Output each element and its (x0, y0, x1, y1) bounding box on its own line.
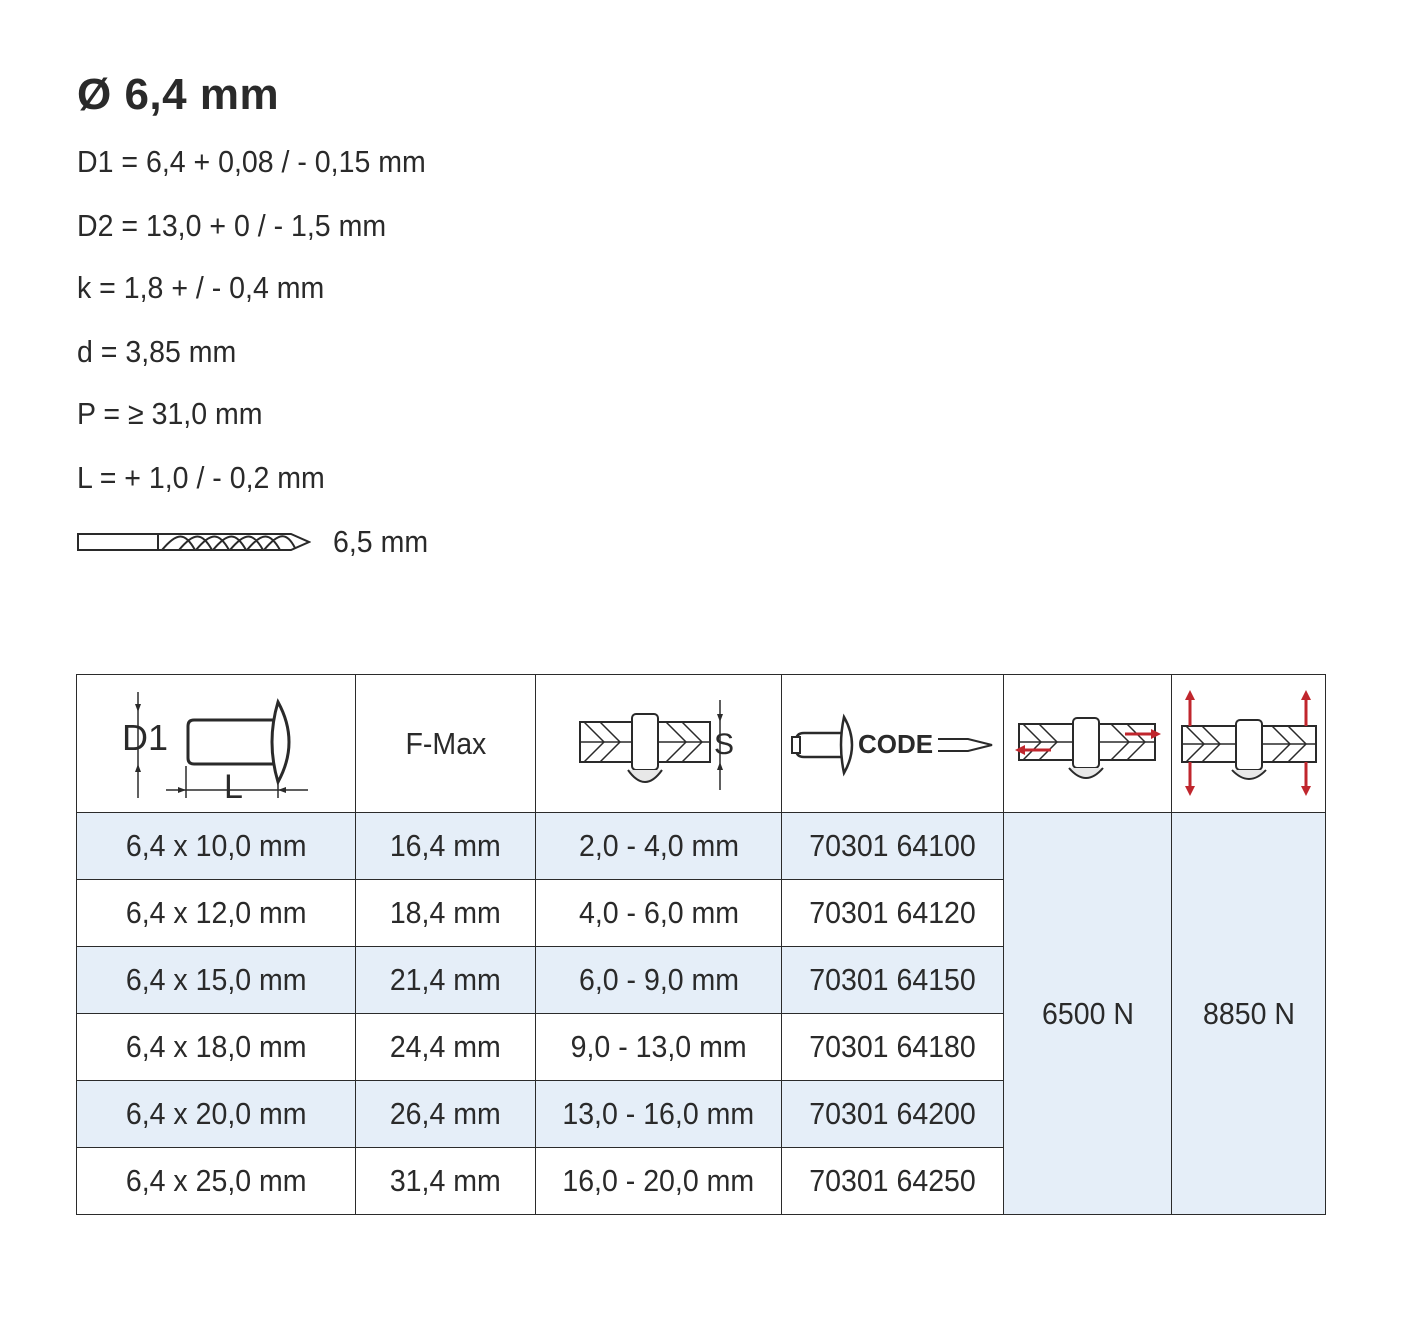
cell-grip: 2,0 - 4,0 mm (536, 813, 782, 880)
cell-size: 6,4 x 10,0 mm (77, 813, 356, 880)
cell-code: 70301 64180 (782, 1014, 1004, 1081)
cell-fmax: 26,4 mm (356, 1081, 536, 1148)
cell-size: 6,4 x 15,0 mm (77, 947, 356, 1014)
drill-size-value: 6,5 mm (333, 524, 429, 559)
cell-shear-strength: 6500 N (1004, 813, 1172, 1215)
cell-fmax: 24,4 mm (356, 1014, 536, 1081)
header-fmax: F-Max (356, 675, 536, 813)
cell-grip: 6,0 - 9,0 mm (536, 947, 782, 1014)
rivet-dimension-icon (116, 686, 316, 801)
cell-fmax: 21,4 mm (356, 947, 536, 1014)
table-row (77, 813, 1326, 880)
rivet-label-d1: D1 (122, 717, 169, 758)
cell-grip: 4,0 - 6,0 mm (536, 880, 782, 947)
cell-grip: 16,0 - 20,0 mm (536, 1148, 782, 1215)
cell-fmax: 16,4 mm (356, 813, 536, 880)
cell-code: 70301 64250 (782, 1148, 1004, 1215)
rivet-spec-table (76, 674, 1326, 1215)
cell-code: 70301 64150 (782, 947, 1004, 1014)
spec-d2: D2 = 13,0 + 0 / - 1,5 mm (77, 208, 387, 243)
grip-range-icon (574, 694, 744, 794)
page-title: Ø 6,4 mm (77, 70, 280, 119)
rivet-label-l: L (224, 768, 243, 801)
spec-l: L = + 1,0 / - 0,2 mm (77, 460, 325, 495)
shear-strength-icon (1013, 704, 1163, 784)
code-icon (788, 709, 998, 779)
cell-size: 6,4 x 25,0 mm (77, 1148, 356, 1215)
spec-k: k = 1,8 + / - 0,4 mm (77, 270, 325, 305)
spec-p: P = ≥ 31,0 mm (77, 396, 263, 431)
cell-size: 6,4 x 18,0 mm (77, 1014, 356, 1081)
header-shear-strength (1004, 675, 1172, 813)
cell-code: 70301 64120 (782, 880, 1004, 947)
cell-size: 6,4 x 20,0 mm (77, 1081, 356, 1148)
cell-grip: 13,0 - 16,0 mm (536, 1081, 782, 1148)
header-rivet-dimensions (77, 675, 356, 813)
drill-bit-icon (77, 530, 311, 554)
header-tensile-strength (1172, 675, 1326, 813)
cell-fmax: 31,4 mm (356, 1148, 536, 1215)
grip-label-s: S (713, 727, 734, 761)
header-grip-range (536, 675, 782, 813)
header-code (782, 675, 1004, 813)
cell-grip: 9,0 - 13,0 mm (536, 1014, 782, 1081)
cell-size: 6,4 x 12,0 mm (77, 880, 356, 947)
cell-tensile-strength: 8850 N (1172, 813, 1326, 1215)
spec-d: d = 3,85 mm (77, 334, 237, 369)
tensile-strength-icon (1176, 686, 1322, 801)
code-label: CODE (857, 728, 933, 759)
spec-d1: D1 = 6,4 + 0,08 / - 0,15 mm (77, 144, 426, 179)
cell-code: 70301 64100 (782, 813, 1004, 880)
table-header-row (77, 675, 1326, 813)
cell-code: 70301 64200 (782, 1081, 1004, 1148)
cell-fmax: 18,4 mm (356, 880, 536, 947)
drill-size-row (77, 522, 436, 562)
